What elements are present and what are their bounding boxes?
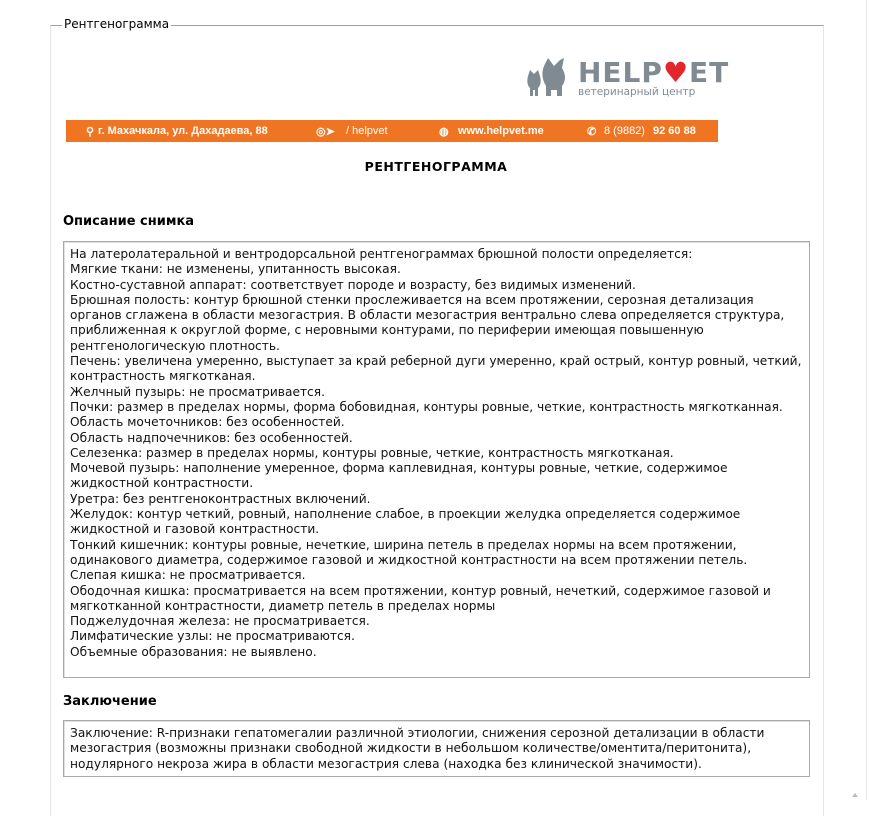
address: г. Махачкала, ул. Дахадаева, 88: [98, 125, 268, 137]
instagram-telegram-icon: ◎➤: [316, 126, 335, 138]
logo-subtitle: ветеринарный центр: [578, 86, 696, 98]
fieldset-legend: Рентгенограмма: [64, 17, 170, 31]
contact-bar: [66, 120, 718, 142]
helpvet-logo: [526, 56, 730, 100]
description-heading: Описание снимка: [63, 214, 195, 229]
conclusion-heading: Заключение: [63, 694, 157, 709]
document-title: РЕНТГЕНОГРАММА: [364, 159, 508, 174]
description-textarea[interactable]: На латеролатеральной и вентродорсальной рентгенограммах брюшной полости определяется: Мягкие ткани: не изменены, упитанность высокая. Костно-суставной аппарат: соответствует породе и возрасту, без видимых изменений. Брюшная полость: контур брюшной стенки прослеживается на всем протяжении, серозная детализация органов сглажена в области мезогастрия. В области мезогастрия вентрально слева определяется структура, приближенная к округлой форме, с неровными контурами, по периферии имеющая повышенную рентгенологическую плотность. Печень: увеличена умеренно, выступает за край реберной дуги умеренно, край острый, контур ровный, четкий, контрастность мягкотканая. Желчный пузырь: не просматривается. Почки: размер в пределах нормы, форма бобовидная, контуры ровные, четкие, контрастность мягкотканная. Область мочеточников: без особенностей. Область надпочечников: без особенностей. Селезенка: размер в пределах нормы, контуры ровные, четкие, контрастность мягкотканая. Мочевой пузырь: наполнение умеренное, форма каплевидная, контуры ровные, четкие, содержимое жидкостной контрастности. Уретра: без рентгеноконтрастных включений. Желудок: контур четкий, ровный, наполнение слабое, в проекции желудка определяется содержимое жидкостной и газовой контрастности. Тонкий кишечник: контуры ровные, нечеткие, ширина петель в пределах нормы на всем протяжении, одинакового диаметра, содержимое газовой и жидкостной контрастности на всем протяжении петель. Слепая кишка: не просматривается. Ободочная кишка: просматривается на всем протяжении, контур ровный, нечеткий, содержимое газовой и мягкотканной контрастности, диаметр петель в пределах нормы Поджелудочная железа: не просматривается. Лимфатические узлы: не просматриваются. Объемные образования: не выявлено.: [63, 241, 810, 678]
social-handle: / helpvet: [346, 125, 388, 137]
globe-icon: ◍: [439, 126, 449, 138]
phone-prefix: 8 (9882): [604, 125, 645, 137]
phone-icon: ✆: [587, 126, 597, 138]
scroll-down-arrow-icon[interactable]: [852, 793, 858, 797]
logo-brand: HELP♥ET: [578, 56, 730, 89]
cats-logo-icon: [526, 58, 572, 98]
website: www.helpvet.me: [458, 125, 544, 137]
scrollbar-track[interactable]: [866, 0, 867, 800]
location-pin-icon: ⚲: [86, 126, 95, 138]
conclusion-textarea[interactable]: Заключение: R-признаки гепатомегалии различной этиологии, снижения серозной детализации в области мезогастрия (возможны признаки свободной жидкости в небольшом количестве/оментита/перитонита), нодулярного некроза жира в области мезогастрия слева (находка без клинической значимости).: [63, 720, 810, 777]
phone-number: 92 60 88: [653, 125, 696, 137]
